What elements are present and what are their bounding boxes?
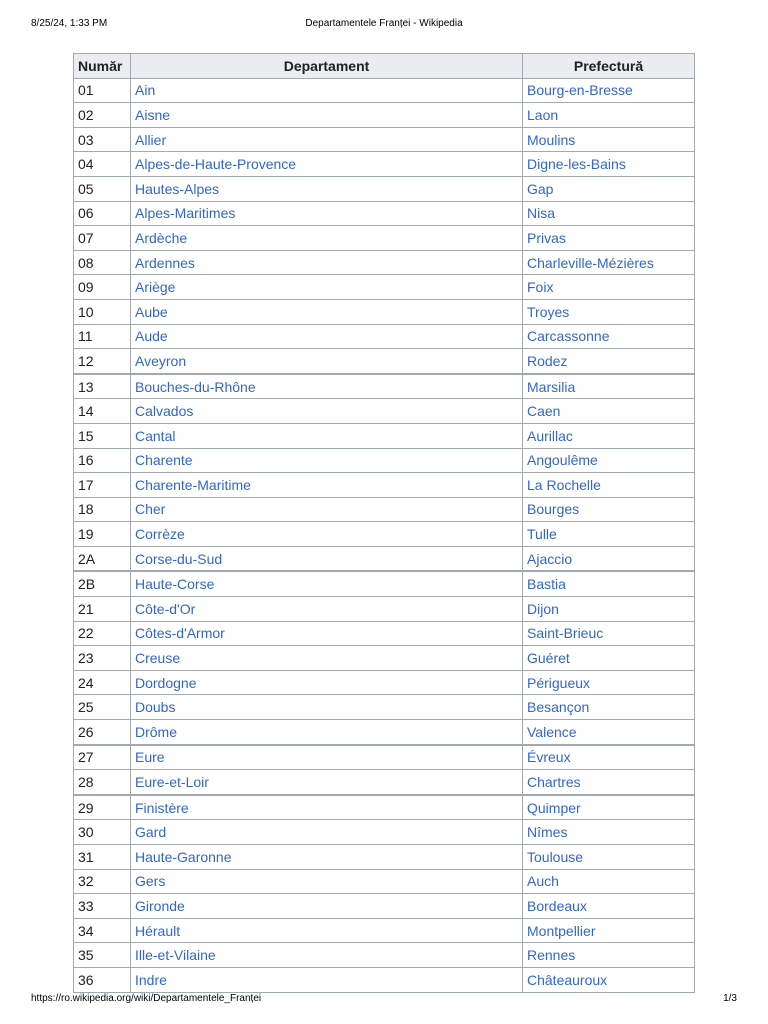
table-row (74, 869, 695, 894)
department-cell (131, 670, 523, 695)
department-cell (131, 250, 523, 275)
prefecture-link[interactable]: Caen (527, 403, 561, 420)
department-cell (131, 918, 523, 943)
column-header-number[interactable]: Număr (74, 54, 131, 79)
department-number: 32 (74, 869, 131, 894)
department-cell (131, 597, 523, 622)
table-header-row (74, 54, 695, 79)
table-row (74, 820, 695, 845)
table-row (74, 845, 695, 870)
prefecture-link[interactable]: Montpellier (527, 922, 596, 939)
table-row (74, 597, 695, 622)
prefecture-cell (523, 770, 695, 795)
department-link[interactable]: Creuse (135, 650, 181, 667)
table-row (74, 670, 695, 695)
prefecture-cell (523, 275, 695, 300)
department-number: 23 (74, 646, 131, 671)
department-cell (131, 967, 523, 992)
prefecture-link[interactable]: Privas (527, 229, 566, 246)
prefecture-cell (523, 646, 695, 671)
prefecture-link[interactable]: Nisa (527, 205, 556, 222)
table-row (74, 967, 695, 992)
column-header-department[interactable]: Departament (131, 54, 523, 79)
prefecture-cell (523, 943, 695, 968)
department-number: 02 (74, 103, 131, 128)
prefecture-cell (523, 546, 695, 571)
table-row (74, 399, 695, 424)
department-link[interactable]: Finistère (135, 799, 189, 816)
department-number: 07 (74, 226, 131, 251)
department-cell (131, 497, 523, 522)
prefecture-cell (523, 571, 695, 596)
department-cell (131, 473, 523, 498)
department-number: 28 (74, 770, 131, 795)
department-number: 31 (74, 845, 131, 870)
department-link[interactable]: Aisne (135, 106, 171, 123)
table-row (74, 374, 695, 399)
department-cell (131, 522, 523, 547)
department-number: 01 (74, 78, 131, 103)
department-link[interactable]: Charente (135, 452, 193, 469)
department-number: 17 (74, 473, 131, 498)
column-header-prefecture[interactable]: Prefectură (523, 54, 695, 79)
prefecture-cell (523, 820, 695, 845)
prefecture-cell (523, 894, 695, 919)
department-link[interactable]: Ille-et-Vilaine (135, 947, 216, 964)
department-number: 15 (74, 423, 131, 448)
prefecture-link[interactable]: Périgueux (527, 674, 591, 691)
department-number: 22 (74, 621, 131, 646)
department-link[interactable]: Gironde (135, 897, 185, 914)
prefecture-link[interactable]: Carcassonne (527, 328, 610, 345)
prefecture-link[interactable]: Guéret (527, 650, 570, 667)
department-number: 2A (74, 546, 131, 571)
table-row (74, 546, 695, 571)
department-number: 11 (74, 324, 131, 349)
department-number: 18 (74, 497, 131, 522)
table-row (74, 571, 695, 596)
department-link[interactable]: Gard (135, 824, 167, 841)
prefecture-cell (523, 103, 695, 128)
prefecture-link[interactable]: Laon (527, 106, 559, 123)
table-row (74, 918, 695, 943)
prefecture-link[interactable]: Troyes (527, 303, 570, 320)
prefecture-link[interactable]: La Rochelle (527, 476, 601, 493)
department-cell (131, 869, 523, 894)
prefecture-cell (523, 869, 695, 894)
department-number: 19 (74, 522, 131, 547)
table-row (74, 349, 695, 374)
prefecture-link[interactable]: Foix (527, 279, 554, 296)
department-cell (131, 646, 523, 671)
department-cell (131, 720, 523, 745)
department-number: 33 (74, 894, 131, 919)
prefecture-cell (523, 720, 695, 745)
table-row (74, 448, 695, 473)
prefecture-cell (523, 201, 695, 226)
department-number: 36 (74, 967, 131, 992)
prefecture-link[interactable]: Charleville-Mézières (527, 254, 654, 271)
table-row (74, 695, 695, 720)
department-number: 21 (74, 597, 131, 622)
prefecture-link[interactable]: Rennes (527, 947, 576, 964)
department-cell (131, 448, 523, 473)
prefecture-cell (523, 349, 695, 374)
table-row (74, 943, 695, 968)
prefecture-cell (523, 497, 695, 522)
prefecture-link[interactable]: Rodez (527, 352, 568, 369)
department-link[interactable]: Corrèze (135, 526, 185, 543)
table-row (74, 745, 695, 770)
department-link[interactable]: Alpes-de-Haute-Provence (135, 156, 297, 173)
department-number: 13 (74, 374, 131, 399)
table-body (74, 78, 695, 992)
prefecture-link[interactable]: Marsilia (527, 378, 576, 395)
department-cell (131, 176, 523, 201)
department-cell (131, 845, 523, 870)
department-link[interactable]: Côte-d'Or (135, 600, 196, 617)
table-row (74, 473, 695, 498)
department-link[interactable]: Drôme (135, 723, 178, 740)
prefecture-link[interactable]: Digne-les-Bains (527, 156, 626, 173)
department-number: 05 (74, 176, 131, 201)
table-row (74, 423, 695, 448)
department-link[interactable]: Charente-Maritime (135, 476, 251, 493)
department-cell (131, 399, 523, 424)
prefecture-link[interactable]: Bastia (527, 576, 566, 593)
department-number: 04 (74, 152, 131, 177)
department-link[interactable]: Côtes-d'Armor (135, 625, 225, 642)
prefecture-cell (523, 299, 695, 324)
prefecture-cell (523, 374, 695, 399)
department-cell (131, 943, 523, 968)
prefecture-cell (523, 795, 695, 820)
department-link[interactable]: Ariège (135, 279, 176, 296)
prefecture-link[interactable]: Chartres (527, 774, 581, 791)
prefecture-cell (523, 399, 695, 424)
print-datetime: 8/25/24, 1:33 PM (31, 18, 108, 29)
table-row (74, 250, 695, 275)
prefecture-link[interactable]: Tulle (527, 526, 557, 543)
table-row (74, 275, 695, 300)
department-link[interactable]: Gers (135, 873, 166, 890)
department-number: 03 (74, 127, 131, 152)
department-link[interactable]: Haute-Corse (135, 576, 215, 593)
table-row (74, 176, 695, 201)
department-number: 29 (74, 795, 131, 820)
table-row (74, 226, 695, 251)
prefecture-cell (523, 448, 695, 473)
page-number: 1/3 (723, 993, 737, 1004)
table-row (74, 152, 695, 177)
department-link[interactable]: Corse-du-Sud (135, 550, 223, 567)
prefecture-cell (523, 324, 695, 349)
department-link[interactable]: Eure-et-Loir (135, 774, 209, 791)
department-cell (131, 324, 523, 349)
table-row (74, 795, 695, 820)
prefecture-cell (523, 176, 695, 201)
department-number: 06 (74, 201, 131, 226)
department-number: 30 (74, 820, 131, 845)
table-row (74, 497, 695, 522)
department-link[interactable]: Ardèche (135, 229, 188, 246)
department-cell (131, 695, 523, 720)
department-cell (131, 546, 523, 571)
department-link[interactable]: Calvados (135, 403, 194, 420)
department-cell (131, 571, 523, 596)
department-cell (131, 127, 523, 152)
prefecture-link[interactable]: Nîmes (527, 824, 568, 841)
prefecture-link[interactable]: Dijon (527, 600, 559, 617)
prefecture-link[interactable]: Bourges (527, 501, 580, 518)
department-number: 26 (74, 720, 131, 745)
print-footer (0, 993, 768, 1007)
print-url: https://ro.wikipedia.org/wiki/Departamentele_Franței (31, 993, 262, 1004)
prefecture-cell (523, 918, 695, 943)
table-row (74, 103, 695, 128)
department-cell (131, 745, 523, 770)
department-cell (131, 349, 523, 374)
table-row (74, 522, 695, 547)
department-number: 2B (74, 571, 131, 596)
department-link[interactable]: Dordogne (135, 674, 197, 691)
department-cell (131, 103, 523, 128)
prefecture-link[interactable]: Toulouse (527, 848, 584, 865)
table-row (74, 201, 695, 226)
department-link[interactable]: Aude (135, 328, 168, 345)
prefecture-link[interactable]: Auch (527, 873, 559, 890)
prefecture-link[interactable]: Gap (527, 180, 554, 197)
department-link[interactable]: Haute-Garonne (135, 848, 232, 865)
table-row (74, 646, 695, 671)
department-number: 09 (74, 275, 131, 300)
prefecture-cell (523, 621, 695, 646)
prefecture-link[interactable]: Angoulême (527, 452, 598, 469)
prefecture-cell (523, 967, 695, 992)
table-row (74, 770, 695, 795)
department-link[interactable]: Ain (135, 82, 156, 99)
departments-table (73, 53, 695, 993)
department-number: 35 (74, 943, 131, 968)
department-cell (131, 201, 523, 226)
prefecture-cell (523, 522, 695, 547)
prefecture-link[interactable]: Valence (527, 723, 577, 740)
department-link[interactable]: Eure (135, 749, 165, 766)
prefecture-cell (523, 845, 695, 870)
department-cell (131, 894, 523, 919)
department-number: 24 (74, 670, 131, 695)
department-cell (131, 275, 523, 300)
department-cell (131, 374, 523, 399)
department-cell (131, 78, 523, 103)
prefecture-cell (523, 226, 695, 251)
table-row (74, 324, 695, 349)
print-header (0, 18, 768, 34)
department-link[interactable]: Ardennes (135, 254, 195, 271)
department-link[interactable]: Cantal (135, 427, 176, 444)
department-number: 14 (74, 399, 131, 424)
prefecture-cell (523, 423, 695, 448)
prefecture-cell (523, 250, 695, 275)
table-row (74, 299, 695, 324)
department-link[interactable]: Aveyron (135, 352, 187, 369)
department-link[interactable]: Hérault (135, 922, 181, 939)
department-number: 25 (74, 695, 131, 720)
department-number: 08 (74, 250, 131, 275)
department-number: 34 (74, 918, 131, 943)
prefecture-link[interactable]: Bordeaux (527, 897, 587, 914)
department-cell (131, 299, 523, 324)
department-number: 16 (74, 448, 131, 473)
prefecture-link[interactable]: Besançon (527, 699, 590, 716)
prefecture-link[interactable]: Moulins (527, 131, 576, 148)
table-row (74, 720, 695, 745)
department-link[interactable]: Cher (135, 501, 166, 518)
table-row (74, 78, 695, 103)
print-page-title: Departamentele Franței - Wikipedia (305, 18, 463, 29)
prefecture-link[interactable]: Évreux (527, 749, 571, 766)
department-link[interactable]: Alpes-Maritimes (135, 205, 236, 222)
table-row (74, 127, 695, 152)
department-cell (131, 621, 523, 646)
table-row (74, 894, 695, 919)
prefecture-cell (523, 670, 695, 695)
department-number: 12 (74, 349, 131, 374)
prefecture-link[interactable]: Ajaccio (527, 550, 573, 567)
prefecture-cell (523, 597, 695, 622)
prefecture-link[interactable]: Châteauroux (527, 971, 608, 988)
prefecture-link[interactable]: Quimper (527, 799, 581, 816)
department-link[interactable]: Doubs (135, 699, 176, 716)
prefecture-cell (523, 745, 695, 770)
department-link[interactable]: Aube (135, 303, 168, 320)
department-number: 27 (74, 745, 131, 770)
department-cell (131, 152, 523, 177)
department-link[interactable]: Hautes-Alpes (135, 180, 220, 197)
department-cell (131, 770, 523, 795)
prefecture-link[interactable]: Bourg-en-Bresse (527, 82, 633, 99)
prefecture-cell (523, 78, 695, 103)
department-cell (131, 423, 523, 448)
prefecture-link[interactable]: Saint-Brieuc (527, 625, 604, 642)
prefecture-cell (523, 695, 695, 720)
prefecture-cell (523, 127, 695, 152)
department-link[interactable]: Allier (135, 131, 167, 148)
department-link[interactable]: Indre (135, 971, 167, 988)
department-cell (131, 820, 523, 845)
department-link[interactable]: Bouches-du-Rhône (135, 378, 256, 395)
prefecture-cell (523, 152, 695, 177)
prefecture-cell (523, 473, 695, 498)
department-cell (131, 226, 523, 251)
prefecture-link[interactable]: Aurillac (527, 427, 573, 444)
table-row (74, 621, 695, 646)
department-number: 10 (74, 299, 131, 324)
department-cell (131, 795, 523, 820)
